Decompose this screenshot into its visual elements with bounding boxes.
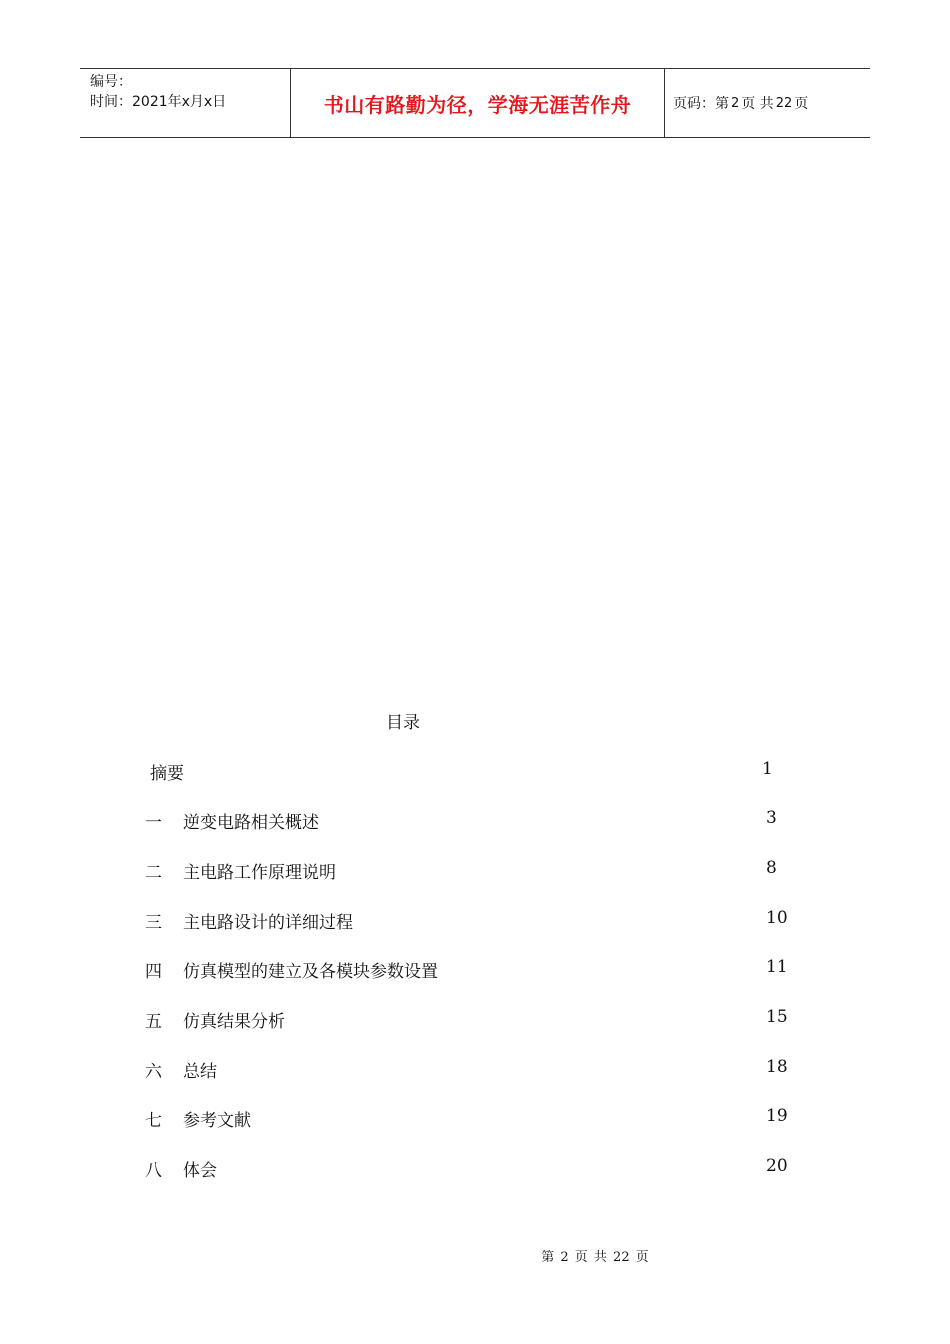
serial-label: 编号： <box>90 74 132 90</box>
toc-page-number: 11 <box>766 957 788 977</box>
toc-number: 五 <box>145 1012 162 1032</box>
time-label: 时间：2021年x月x日 <box>90 94 227 110</box>
toc-row <box>0 1156 950 1180</box>
toc-entry-text: 体会 <box>183 1161 217 1181</box>
toc-number: 八 <box>145 1161 162 1181</box>
toc-page-number: 15 <box>766 1007 788 1027</box>
toc-title: 目录 <box>386 713 420 733</box>
toc-entry-text: 摘要 <box>150 764 184 784</box>
toc-page-number: 1 <box>762 759 773 779</box>
toc-entry-text: 主电路工作原理说明 <box>183 863 336 883</box>
page-total: 22 <box>775 95 793 111</box>
page-footer: 第 2 页 共 22 页 <box>541 1250 649 1265</box>
toc-row <box>0 908 950 932</box>
toc-number: 七 <box>145 1111 162 1131</box>
header-page-info <box>665 69 870 137</box>
toc-row <box>0 759 950 783</box>
toc-row <box>0 957 950 981</box>
toc-entry-text: 总结 <box>183 1062 217 1082</box>
toc-number: 一 <box>145 813 162 833</box>
toc-page-number: 3 <box>766 808 777 828</box>
page-mid: 页 共 <box>741 96 774 112</box>
page-suffix: 页 <box>794 96 809 112</box>
toc-entry-text: 逆变电路相关概述 <box>183 813 319 833</box>
toc-entry-text: 主电路设计的详细过程 <box>183 913 353 933</box>
toc-number: 二 <box>145 863 162 883</box>
toc-row <box>0 1057 950 1081</box>
header-info-cell <box>80 69 291 137</box>
page-header <box>80 68 870 138</box>
toc-number: 四 <box>145 962 162 982</box>
page-current: 2 <box>731 95 740 111</box>
toc-page-number: 20 <box>766 1156 788 1176</box>
toc-row <box>0 1007 950 1031</box>
toc-row <box>0 808 950 832</box>
toc-page-number: 18 <box>766 1057 788 1077</box>
toc-row <box>0 1106 950 1130</box>
toc-entry-text: 参考文献 <box>183 1111 251 1131</box>
toc-number: 三 <box>145 913 162 933</box>
toc-row <box>0 858 950 882</box>
toc-page-number: 10 <box>766 908 788 928</box>
toc-number: 六 <box>145 1062 162 1082</box>
page-prefix: 页码：第 <box>673 96 729 112</box>
toc-page-number: 8 <box>766 858 777 878</box>
toc-page-number: 19 <box>766 1106 788 1126</box>
toc-entry-text: 仿真结果分析 <box>183 1012 285 1032</box>
toc-entry-text: 仿真模型的建立及各模块参数设置 <box>183 962 438 982</box>
header-motto: 书山有路勤为径，学海无涯苦作舟 <box>291 69 665 137</box>
